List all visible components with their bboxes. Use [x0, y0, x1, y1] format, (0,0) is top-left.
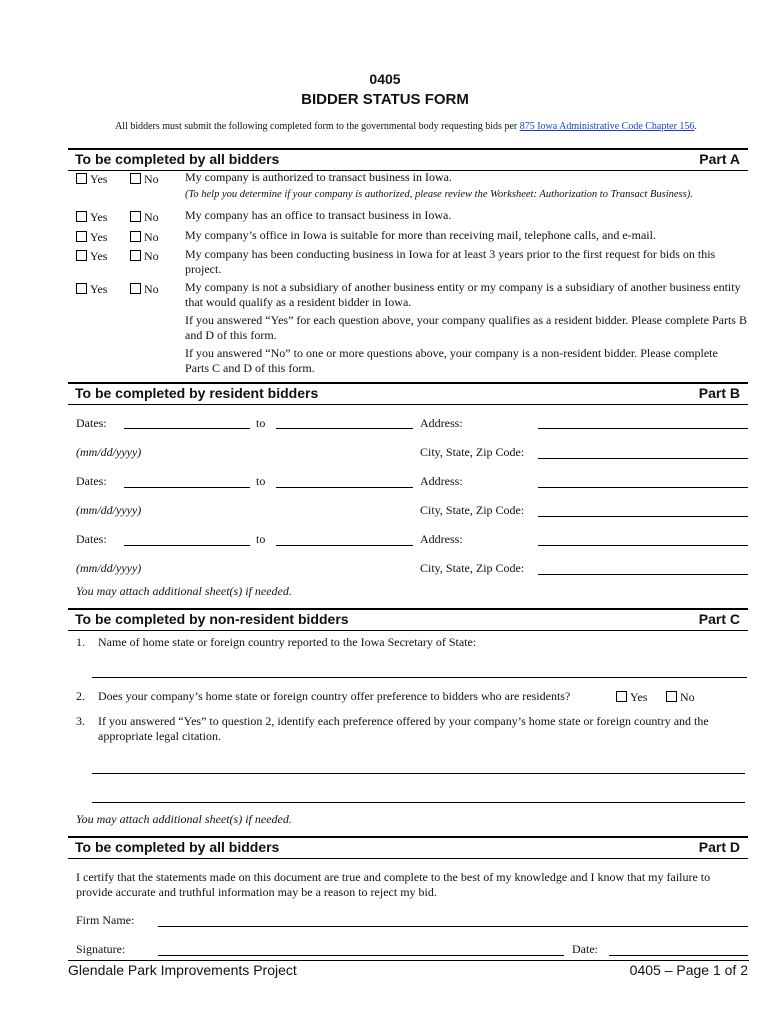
date-from-field-3[interactable]: [124, 545, 250, 546]
certification-text: I certify that the statements made on this document are true and complete to the best of my knowledge and I know that my failure to provide accurate and truthful information may be a reason to reject my bid.: [76, 870, 711, 899]
checkbox-box: [130, 283, 141, 294]
date-to-field-1[interactable]: [276, 428, 413, 429]
checkbox-box: [76, 250, 87, 261]
address-field-2[interactable]: [538, 487, 748, 488]
part-a-q1-text: My company is authorized to transact business in Iowa.: [185, 170, 452, 184]
city-state-zip-label: City, State, Zip Code:: [420, 561, 525, 575]
checkbox-box: [130, 250, 141, 261]
checkbox-box: [616, 691, 627, 702]
part-d-heading: To be completed by all bidders: [75, 839, 280, 855]
date-format-hint: (mm/dd/yyyy): [76, 561, 142, 575]
part-b-heading: To be completed by resident bidders: [75, 385, 319, 401]
part-c-label: Part C: [698, 611, 740, 627]
part-a-label: Part A: [699, 151, 740, 167]
iac-chapter-link[interactable]: 875 Iowa Administrative Code Chapter 156: [519, 121, 695, 132]
date-from-field-2[interactable]: [124, 487, 250, 488]
footer-project: Glendale Park Improvements Project: [68, 962, 297, 978]
checkbox-box: [76, 231, 87, 242]
part-c-q3-text: If you answered “Yes” to question 2, identify each preference offered by your company’s home state or foreign country and the appropriate legal citation.: [98, 714, 709, 743]
city-state-zip-label: City, State, Zip Code:: [420, 445, 525, 459]
city-state-zip-label: City, State, Zip Code:: [420, 503, 525, 517]
intro-text-end: .: [694, 121, 697, 132]
address-label: Address:: [420, 474, 463, 488]
part-a-q1-yes-checkbox[interactable]: Yes: [76, 172, 107, 187]
part-a-q3-yes-checkbox[interactable]: Yes: [76, 230, 107, 245]
signature-label: Signature:: [76, 942, 126, 956]
part-c-heading: To be completed by non-resident bidders: [75, 611, 349, 627]
form-number: 0405: [369, 71, 401, 87]
date-field[interactable]: [609, 955, 748, 956]
part-a-q5-no-checkbox[interactable]: No: [130, 282, 159, 297]
preference-field-1[interactable]: [92, 773, 745, 774]
part-a-q4-text: My company has been conducting business in Iowa for at least 3 years prior to the first request for bids on this project.: [185, 247, 716, 276]
to-label: to: [256, 532, 266, 546]
part-a-header: [68, 148, 748, 171]
part-c-q3-number: 3.: [76, 714, 85, 728]
part-b-label: Part B: [698, 385, 740, 401]
date-from-field-1[interactable]: [124, 428, 250, 429]
part-c-q2-no-checkbox[interactable]: No: [666, 690, 695, 705]
checkbox-box: [130, 211, 141, 222]
part-a-q3-no-checkbox[interactable]: No: [130, 230, 159, 245]
preference-field-2[interactable]: [92, 802, 745, 803]
part-c-q1-number: 1.: [76, 635, 85, 649]
part-a-heading: To be completed by all bidders: [75, 151, 280, 167]
address-label: Address:: [420, 532, 463, 546]
part-d-label: Part D: [698, 839, 740, 855]
date-label: Date:: [572, 942, 598, 956]
address-label: Address:: [420, 416, 463, 430]
signature-field[interactable]: [158, 955, 564, 956]
address-field-1[interactable]: [538, 428, 748, 429]
part-d-header: [68, 836, 748, 859]
date-format-hint: (mm/dd/yyyy): [76, 445, 142, 459]
part-a-note-yes: If you answered “Yes” for each question above, your company qualifies as a resident bidder. Please complete Parts B and D of this form.: [185, 313, 747, 342]
part-c-q1-text: Name of home state or foreign country reported to the Iowa Secretary of State:: [98, 635, 477, 649]
checkbox-box: [130, 231, 141, 242]
home-state-field[interactable]: [92, 677, 747, 678]
part-a-q5-yes-checkbox[interactable]: Yes: [76, 282, 107, 297]
city-state-zip-field-3[interactable]: [538, 574, 748, 575]
date-format-hint: (mm/dd/yyyy): [76, 503, 142, 517]
checkbox-box: [666, 691, 677, 702]
checkbox-box: [76, 283, 87, 294]
part-c-attach-note: You may attach additional sheet(s) if needed.: [76, 812, 292, 826]
part-a-q1-note: (To help you determine if your company is authorized, please review the Worksheet: Authorization to Transact Business).: [185, 189, 693, 200]
part-a-q2-yes-checkbox[interactable]: Yes: [76, 210, 107, 225]
to-label: to: [256, 474, 266, 488]
intro-text: [0, 121, 770, 132]
dates-label: Dates:: [76, 532, 107, 546]
form-title: BIDDER STATUS FORM: [301, 91, 469, 108]
part-c-q2-yes-checkbox[interactable]: Yes: [616, 690, 647, 705]
part-a-q1-no-checkbox[interactable]: No: [130, 172, 159, 187]
checkbox-box: [76, 211, 87, 222]
address-field-3[interactable]: [538, 545, 748, 546]
part-a-q3-text: My company’s office in Iowa is suitable for more than receiving mail, telephone calls, and e-mail.: [185, 228, 656, 242]
part-a-note-no: If you answered “No” to one or more questions above, your company is a non-resident bidder. Please complete Parts C and D of this form.: [185, 346, 718, 375]
footer-page: 0405 – Page 1 of 2: [629, 962, 748, 978]
part-a-q5-text: My company is not a subsidiary of another business entity or my company is a subsidiary of another business entity that would qualify as a resident bidder in Iowa.: [185, 280, 741, 309]
dates-label: Dates:: [76, 416, 107, 430]
part-c-q2-text: Does your company’s home state or foreign country offer preference to bidders who are residents?: [98, 689, 571, 703]
part-a-q2-no-checkbox[interactable]: No: [130, 210, 159, 225]
date-to-field-2[interactable]: [276, 487, 413, 488]
part-b-attach-note: You may attach additional sheet(s) if needed.: [76, 584, 292, 598]
date-to-field-3[interactable]: [276, 545, 413, 546]
part-b-header: [68, 382, 748, 405]
part-c-header: [68, 608, 748, 631]
footer-rule: [68, 960, 749, 961]
intro-text-body: All bidders must submit the following completed form to the governmental body requesting bids per: [115, 121, 520, 132]
city-state-zip-field-1[interactable]: [538, 458, 748, 459]
city-state-zip-field-2[interactable]: [538, 516, 748, 517]
checkbox-box: [130, 173, 141, 184]
part-a-q4-yes-checkbox[interactable]: Yes: [76, 249, 107, 264]
checkbox-box: [76, 173, 87, 184]
firm-name-label: Firm Name:: [76, 913, 135, 927]
part-c-q2-number: 2.: [76, 689, 85, 703]
part-a-q4-no-checkbox[interactable]: No: [130, 249, 159, 264]
part-a-q2-text: My company has an office to transact business in Iowa.: [185, 208, 452, 222]
to-label: to: [256, 416, 266, 430]
dates-label: Dates:: [76, 474, 107, 488]
firm-name-field[interactable]: [158, 926, 748, 927]
